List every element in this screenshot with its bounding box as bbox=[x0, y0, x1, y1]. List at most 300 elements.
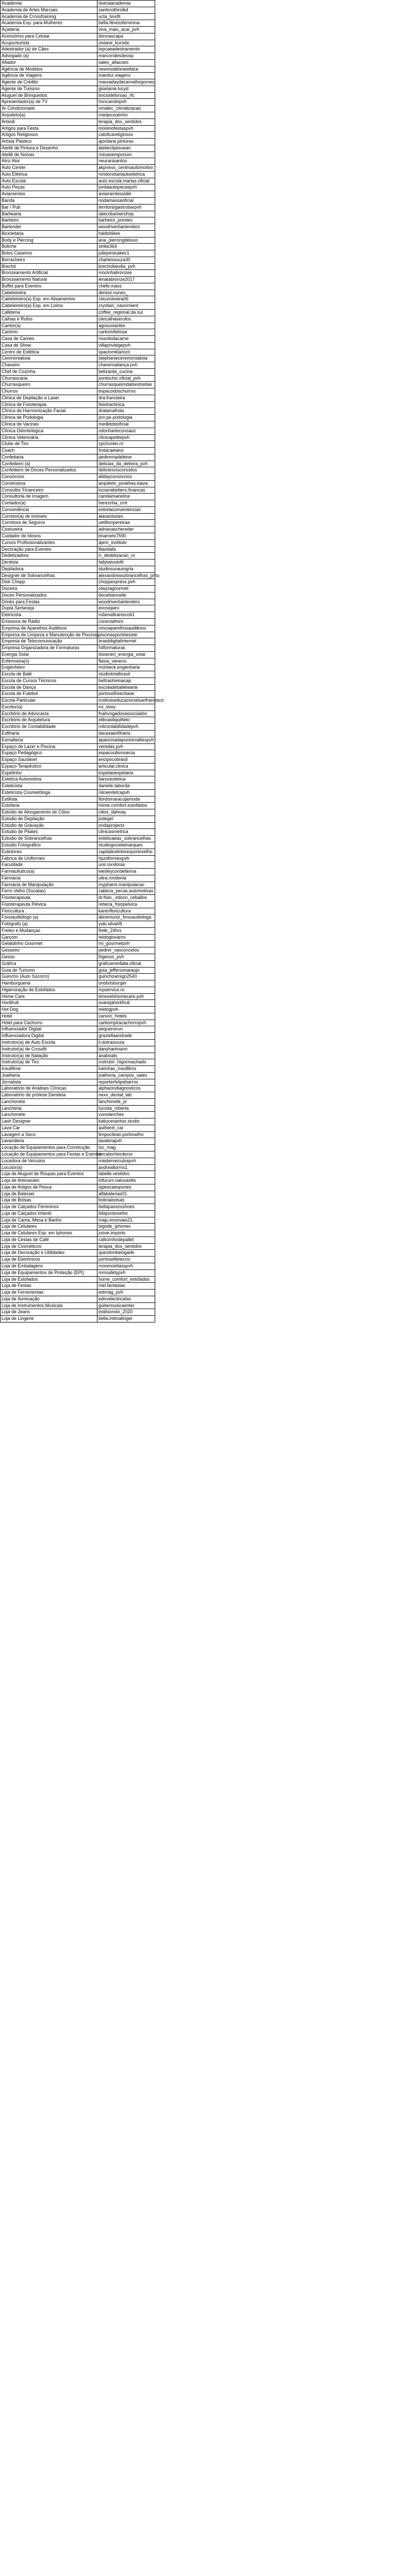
category-cell[interactable]: Esmalteria bbox=[1, 737, 97, 743]
category-cell[interactable]: Instrutor(a) de Tiro bbox=[1, 1059, 97, 1066]
category-cell[interactable]: Atriz Ator bbox=[1, 158, 97, 165]
handle-cell[interactable]: hjuniformespvh bbox=[97, 855, 155, 862]
category-cell[interactable]: Clínica de Vacinas bbox=[1, 421, 97, 428]
category-cell[interactable]: Escola de Dança bbox=[1, 684, 97, 691]
category-cell[interactable]: Consultoria de Imagem bbox=[1, 494, 97, 500]
category-cell[interactable]: Agência de Viagens bbox=[1, 73, 97, 79]
handle-cell[interactable]: lavaterapvh bbox=[97, 1138, 155, 1145]
category-cell[interactable]: Churrasqueiro bbox=[1, 382, 97, 388]
category-cell[interactable]: Loja de Aluguel de Roupas para Eventos bbox=[1, 1171, 97, 1178]
handle-cell[interactable]: graficamediata.oficial bbox=[97, 960, 155, 967]
category-cell[interactable]: Artigos Religiosos bbox=[1, 132, 97, 139]
handle-cell[interactable]: churrasqueirodatsestreitas bbox=[97, 382, 155, 388]
category-cell[interactable]: Brechó bbox=[1, 263, 97, 270]
category-cell[interactable]: Buffet para Eventos bbox=[1, 283, 97, 290]
handle-cell[interactable]: portovelhoecbase bbox=[97, 691, 155, 698]
category-cell[interactable]: Guia de Turismo bbox=[1, 967, 97, 974]
handle-cell[interactable]: alinemuniz_fonoaudiologa bbox=[97, 914, 155, 921]
handle-cell[interactable]: rubenaltranisco61 bbox=[97, 612, 155, 619]
category-cell[interactable]: Clinica de Depilação a Laser bbox=[1, 395, 97, 401]
category-cell[interactable]: Loja de Bolsas bbox=[1, 1197, 97, 1204]
handle-cell[interactable]: maju.enxovais21 bbox=[97, 1217, 155, 1224]
handle-cell[interactable]: coffee_regional.da.sul bbox=[97, 309, 155, 316]
handle-cell[interactable]: unir.rondonia bbox=[97, 862, 155, 869]
category-cell[interactable]: Estilista bbox=[1, 796, 97, 803]
handle-cell[interactable]: ojpescaesportes bbox=[97, 1184, 155, 1191]
handle-cell[interactable]: katiucesantos.studio bbox=[97, 1118, 155, 1125]
category-cell[interactable]: Home Care bbox=[1, 993, 97, 1000]
category-cell[interactable]: Agência de Modelos bbox=[1, 66, 97, 73]
handle-cell[interactable]: deliciesvisconcelos bbox=[97, 467, 155, 474]
handle-cell[interactable]: villaprivilegepvh bbox=[97, 342, 155, 349]
category-cell[interactable]: Churrascaria bbox=[1, 375, 97, 382]
category-cell[interactable]: Cuidador de Idosos bbox=[1, 533, 97, 540]
handle-cell[interactable]: medktobioficial bbox=[97, 421, 155, 428]
handle-cell[interactable]: brasildigitalinternet bbox=[97, 638, 155, 645]
category-cell[interactable]: Disk Chopp bbox=[1, 579, 97, 586]
category-cell[interactable]: Estética Automotiva bbox=[1, 776, 97, 783]
handle-cell[interactable]: lukinhas_insulfilms bbox=[97, 1066, 155, 1073]
category-cell[interactable]: Loja de Estofados bbox=[1, 1276, 97, 1283]
handle-cell[interactable]: briciodeforsao_rfc bbox=[97, 92, 155, 99]
handle-cell[interactable]: espacodoschurros bbox=[97, 388, 155, 395]
handle-cell[interactable]: strike364 bbox=[97, 244, 155, 250]
handle-cell[interactable]: jodegel bbox=[97, 816, 155, 822]
category-cell[interactable]: Drinks para Festas bbox=[1, 599, 97, 605]
category-cell[interactable]: Espaço Terapêutico bbox=[1, 763, 97, 770]
handle-cell[interactable]: ajordane.pinturas bbox=[97, 139, 155, 145]
handle-cell[interactable]: articular.clinica bbox=[97, 763, 155, 770]
handle-cell[interactable]: guitarmusicaenter bbox=[97, 1302, 155, 1309]
category-cell[interactable]: Loja de Decoração e Utilidades bbox=[1, 1250, 97, 1257]
handle-cell[interactable]: andrealtorms1 bbox=[97, 1164, 155, 1171]
category-cell[interactable]: Faculdade bbox=[1, 862, 97, 869]
handle-cell[interactable]: veredas.pvh bbox=[97, 743, 155, 750]
handle-cell[interactable]: studiototalbrasil bbox=[97, 671, 155, 678]
handle-cell[interactable]: jardimmadeleine bbox=[97, 454, 155, 461]
handle-cell[interactable]: cartoriofeitosa bbox=[97, 329, 155, 336]
handle-cell[interactable]: joalheria_campos_sales bbox=[97, 1072, 155, 1079]
handle-cell[interactable]: lucoda_roberta bbox=[97, 1105, 155, 1112]
category-cell[interactable]: Bronzeamento Natural bbox=[1, 277, 97, 283]
category-cell[interactable]: Loja de Embalagens bbox=[1, 1263, 97, 1270]
category-cell[interactable]: Gesseiro bbox=[1, 947, 97, 954]
handle-cell[interactable]: akpneus_centroautomotivo bbox=[97, 165, 155, 172]
category-cell[interactable]: Bronzeamento Artificial bbox=[1, 270, 97, 277]
handle-cell[interactable]: camilamarieline bbox=[97, 494, 155, 500]
handle-cell[interactable]: fisiotraclinica bbox=[97, 401, 155, 408]
handle-cell[interactable]: topcaeadestramento bbox=[97, 46, 155, 53]
handle-cell[interactable]: carbompiracachorropvh bbox=[97, 1020, 155, 1026]
handle-cell[interactable]: frotacaetano bbox=[97, 448, 155, 454]
handle-cell[interactable]: authenti_car bbox=[97, 1125, 155, 1131]
category-cell[interactable]: Clínica Odontológica bbox=[1, 428, 97, 434]
handle-cell[interactable]: mi_strey bbox=[97, 704, 155, 710]
handle-cell[interactable]: fnahvogadosassociados bbox=[97, 710, 155, 717]
handle-cell[interactable]: reidogiovanni bbox=[97, 934, 155, 941]
handle-cell[interactable]: stephanieceremonialista bbox=[97, 355, 155, 362]
handle-cell[interactable]: bella.intimalinger bbox=[97, 1316, 155, 1323]
category-cell[interactable]: Escola de Cursos Técnicos bbox=[1, 677, 97, 684]
handle-cell[interactable]: boliciabolsas bbox=[97, 1197, 155, 1204]
category-cell[interactable]: Agente de Crédito bbox=[1, 79, 97, 86]
category-cell[interactable]: Engenheiro bbox=[1, 665, 97, 671]
category-cell[interactable]: Espaço Saudável bbox=[1, 757, 97, 764]
category-cell[interactable]: Ferro Velho (Sucatas) bbox=[1, 888, 97, 895]
category-cell[interactable]: Loja de Artesanato bbox=[1, 1178, 97, 1184]
handle-cell[interactable]: estrelaconveniencias bbox=[97, 506, 155, 513]
category-cell[interactable]: Lava Car bbox=[1, 1125, 97, 1131]
category-cell[interactable]: Clínica Veterinária bbox=[1, 434, 97, 441]
handle-cell[interactable]: arquiteto_jonathas.kaiza bbox=[97, 480, 155, 487]
category-cell[interactable]: Doceira bbox=[1, 586, 97, 592]
handle-cell[interactable]: flordomaracujamoda bbox=[97, 796, 155, 803]
category-cell[interactable]: Aluguel de Brinquedos bbox=[1, 92, 97, 99]
category-cell[interactable]: Floricultura bbox=[1, 908, 97, 914]
handle-cell[interactable]: alfabaterias01 bbox=[97, 1191, 155, 1197]
category-cell[interactable]: Arquiteto(a) bbox=[1, 112, 97, 119]
category-cell[interactable]: Empresa Organizadora de Formaturas bbox=[1, 645, 97, 652]
category-cell[interactable]: Ateliê de Pintura e Desenho bbox=[1, 145, 97, 151]
handle-cell[interactable]: pro.pe.podologia bbox=[97, 415, 155, 421]
category-cell[interactable]: Centro de Estética bbox=[1, 349, 97, 355]
category-cell[interactable]: Locação de Equipamentos para Festas e Eventos bbox=[1, 1151, 97, 1158]
category-cell[interactable]: Loja de Celulares Esp. em Iphones bbox=[1, 1230, 97, 1237]
handle-cell[interactable]: clinicasmetrica bbox=[97, 829, 155, 836]
handle-cell[interactable]: cpchunter.ro bbox=[97, 441, 155, 448]
category-cell[interactable]: Fretes e Mudanças bbox=[1, 927, 97, 934]
handle-cell[interactable]: ericaborherdecor bbox=[97, 1151, 155, 1158]
handle-cell[interactable]: barbeiro_prestes bbox=[97, 217, 155, 224]
handle-cell[interactable]: chaveroaliança.pvh bbox=[97, 362, 155, 369]
category-cell[interactable]: Ar Condicionado bbox=[1, 106, 97, 112]
category-cell[interactable]: Dedetizadora bbox=[1, 553, 97, 560]
category-cell[interactable]: Clínica de Fisioterapia bbox=[1, 401, 97, 408]
category-cell[interactable]: Laboratório de Análises Clínicas bbox=[1, 1086, 97, 1092]
category-cell[interactable]: Empresa de Aparelhos Auditivos bbox=[1, 625, 97, 632]
category-cell[interactable]: Consultor Financeiro bbox=[1, 487, 97, 494]
category-cell[interactable]: Higienização de Estofados bbox=[1, 987, 97, 993]
handle-cell[interactable]: instrutor_higormachado bbox=[97, 1059, 155, 1066]
category-cell[interactable]: Borracheiro bbox=[1, 257, 97, 263]
handle-cell[interactable]: delicias_da_debora_pvh bbox=[97, 461, 155, 467]
handle-cell[interactable]: masterveiculospvh bbox=[97, 1158, 155, 1164]
category-cell[interactable]: Agente de Turismo bbox=[1, 86, 97, 92]
category-cell[interactable]: Garçom bbox=[1, 934, 97, 941]
handle-cell[interactable]: alasantunes bbox=[97, 513, 155, 520]
category-cell[interactable]: Espaço de Lazer e Piscina bbox=[1, 743, 97, 750]
category-cell[interactable]: Chaveiro bbox=[1, 362, 97, 369]
handle-cell[interactable]: edirvelectricalso bbox=[97, 1296, 155, 1302]
category-cell[interactable]: Doces Personalizados bbox=[1, 592, 97, 599]
category-cell[interactable]: Artigos para Festa bbox=[1, 125, 97, 132]
handle-cell[interactable]: graziellaandrade bbox=[97, 1033, 155, 1040]
handle-cell[interactable]: aviamentossider bbox=[97, 191, 155, 198]
category-cell[interactable]: Locadora de Veículos bbox=[1, 1158, 97, 1164]
handle-cell[interactable]: escoladeballetearte bbox=[97, 684, 155, 691]
handle-cell[interactable]: lanchonete_pi bbox=[97, 1098, 155, 1105]
handle-cell[interactable]: ucta_boxfit bbox=[97, 13, 155, 20]
handle-cell[interactable]: yuki.silva08 bbox=[97, 921, 155, 928]
category-cell[interactable]: Lavagem a Seco bbox=[1, 1131, 97, 1138]
category-cell[interactable]: Loja de Ferramentas bbox=[1, 1290, 97, 1296]
category-cell[interactable]: Lavanderia bbox=[1, 1138, 97, 1145]
category-cell[interactable]: Escola Particular bbox=[1, 698, 97, 704]
handle-cell[interactable]: terapia_dos_sentidos bbox=[97, 118, 155, 125]
handle-cell[interactable]: viva_mais_acai_pvh bbox=[97, 27, 155, 33]
handle-cell[interactable]: milcontabilidadepvh bbox=[97, 724, 155, 731]
category-cell[interactable]: Influenciador Digital bbox=[1, 1026, 97, 1033]
category-cell[interactable]: Instrutor(a) de Auto Escola bbox=[1, 1039, 97, 1046]
category-cell[interactable]: Cerimonialista bbox=[1, 355, 97, 362]
category-cell[interactable]: Conveniência bbox=[1, 506, 97, 513]
category-cell[interactable]: Adestrador (a) de Cães bbox=[1, 46, 97, 53]
category-cell[interactable]: Escritor(a) bbox=[1, 704, 97, 710]
category-cell[interactable]: Cabeleireiro(a) Esp. em Alisamentos bbox=[1, 296, 97, 303]
category-cell[interactable]: Cantor(a) bbox=[1, 323, 97, 329]
handle-cell[interactable]: docebiancelle bbox=[97, 592, 155, 599]
category-cell[interactable]: Escola de Balé bbox=[1, 671, 97, 678]
category-cell[interactable]: Guincho (Auto Socorro) bbox=[1, 974, 97, 980]
category-cell[interactable]: Loja de Jeans bbox=[1, 1309, 97, 1316]
category-cell[interactable]: Eletricista bbox=[1, 612, 97, 619]
handle-cell[interactable]: bnameto7590 bbox=[97, 533, 155, 540]
category-cell[interactable]: Bolos Caseiros bbox=[1, 250, 97, 257]
handle-cell[interactable]: jordaautopecaspvh bbox=[97, 184, 155, 191]
category-cell[interactable]: Bartender bbox=[1, 224, 97, 231]
handle-cell[interactable]: rondonstartautoeletrica bbox=[97, 171, 155, 178]
handle-cell[interactable]: capitalextintoresportovelho bbox=[97, 849, 155, 855]
handle-cell[interactable]: labelle.vestidos bbox=[97, 1171, 155, 1178]
category-cell[interactable]: Cafeteria bbox=[1, 309, 97, 316]
category-cell[interactable]: Contador(a) bbox=[1, 500, 97, 507]
category-cell[interactable]: Auto Peças bbox=[1, 184, 97, 191]
category-cell[interactable]: Auto Escola bbox=[1, 178, 97, 184]
handle-cell[interactable]: vunolanches bbox=[97, 1112, 155, 1118]
category-cell[interactable]: Loja de Lingerie bbox=[1, 1316, 97, 1323]
category-cell[interactable]: Loja de Cama, Mesa e Banho bbox=[1, 1217, 97, 1224]
handle-cell[interactable]: itsoeneri_energia_solar bbox=[97, 651, 155, 658]
category-cell[interactable]: Bicicletaria bbox=[1, 230, 97, 237]
category-cell[interactable]: Gráfica bbox=[1, 960, 97, 967]
category-cell[interactable]: Academia bbox=[1, 1, 97, 7]
category-cell[interactable]: Locação de Equipamentos para Construção bbox=[1, 1145, 97, 1151]
handle-cell[interactable]: nmatec_climatizacao bbox=[97, 106, 155, 112]
category-cell[interactable]: Coach bbox=[1, 448, 97, 454]
category-cell[interactable]: Hortifruti bbox=[1, 1000, 97, 1007]
handle-cell[interactable]: denize.nunes_ bbox=[97, 290, 155, 296]
category-cell[interactable]: Energia Solar bbox=[1, 651, 97, 658]
category-cell[interactable]: Consórcios bbox=[1, 474, 97, 481]
handle-cell[interactable]: woodriverbartenders bbox=[97, 224, 155, 231]
category-cell[interactable]: Estúdio de Alongamento de Cílios bbox=[1, 809, 97, 816]
category-cell[interactable]: Estúdio de Pilates bbox=[1, 829, 97, 836]
handle-cell[interactable]: alldayconsorcios bbox=[97, 474, 155, 481]
category-cell[interactable]: Cabeleireira bbox=[1, 290, 97, 296]
category-cell[interactable]: Espaço Pedagógico bbox=[1, 750, 97, 757]
category-cell[interactable]: Farmácia de Manipulação bbox=[1, 882, 97, 888]
category-cell[interactable]: Lanchonete bbox=[1, 1098, 97, 1105]
handle-cell[interactable]: piscinaspontoesete bbox=[97, 632, 155, 638]
category-cell[interactable]: Cursos Profissionalizantes bbox=[1, 539, 97, 546]
handle-cell[interactable]: guinchoamigo2540 bbox=[97, 974, 155, 980]
handle-cell[interactable]: spaciomklarozo bbox=[97, 349, 155, 355]
handle-cell[interactable]: hereznha_cmt bbox=[97, 500, 155, 507]
handle-cell[interactable]: lucianabettero.financas bbox=[97, 487, 155, 494]
handle-cell[interactable]: catolicareligiosos bbox=[97, 132, 155, 139]
handle-cell[interactable]: flavia_veneno bbox=[97, 658, 155, 665]
category-cell[interactable]: Confeitaria bbox=[1, 454, 97, 461]
category-cell[interactable]: Corretora de Seguros bbox=[1, 520, 97, 527]
category-cell[interactable]: Loja de Iluminação bbox=[1, 1296, 97, 1302]
handle-cell[interactable]: chefe.maxs bbox=[97, 283, 155, 290]
category-cell[interactable]: Confeiteiro de Doces Personalizados bbox=[1, 467, 97, 474]
handle-cell[interactable]: loc_mag bbox=[97, 1145, 155, 1151]
handle-cell[interactable]: odonharteconsaoz bbox=[97, 428, 155, 434]
category-cell[interactable]: Auto Elétrica bbox=[1, 171, 97, 178]
handle-cell[interactable]: clinicapetitepvh bbox=[97, 434, 155, 441]
handle-cell[interactable]: institutoeducacionalsaofrancisco bbox=[97, 698, 155, 704]
category-cell[interactable]: Casa de Carnes bbox=[1, 336, 97, 343]
handle-cell[interactable]: marcondesdeoop bbox=[97, 53, 155, 60]
handle-cell[interactable]: cleicalhaserufos bbox=[97, 316, 155, 323]
handle-cell[interactable]: agosuviantes bbox=[97, 323, 155, 329]
category-cell[interactable]: Gelatdinho Gourmet bbox=[1, 941, 97, 947]
handle-cell[interactable]: danyhartmann bbox=[97, 1046, 155, 1053]
category-cell[interactable]: Artista Plástico bbox=[1, 139, 97, 145]
category-cell[interactable]: Lanchonete bbox=[1, 1112, 97, 1118]
handle-cell[interactable]: limpocilean.portovelho bbox=[97, 1131, 155, 1138]
handle-cell[interactable]: charlessouza30 bbox=[97, 257, 155, 263]
category-cell[interactable]: Cartório bbox=[1, 329, 97, 336]
handle-cell[interactable]: woodriverbartenders bbox=[97, 599, 155, 605]
category-cell[interactable]: Artesã bbox=[1, 118, 97, 125]
category-cell[interactable]: Decoração para Eventos bbox=[1, 546, 97, 553]
category-cell[interactable]: Designer de Sobrancelhas bbox=[1, 572, 97, 579]
category-cell[interactable]: Banda bbox=[1, 197, 97, 204]
handle-cell[interactable]: viviane_kuroda bbox=[97, 40, 155, 46]
category-cell[interactable]: Empresa de Telecomunicação bbox=[1, 638, 97, 645]
handle-cell[interactable]: rebeca_fisiopelvica bbox=[97, 901, 155, 908]
category-cell[interactable]: Lancheria bbox=[1, 1105, 97, 1112]
handle-cell[interactable]: dr.fisio._edson_ceballos bbox=[97, 895, 155, 902]
handle-cell[interactable]: mmsafetypvh bbox=[97, 1269, 155, 1276]
handle-cell[interactable]: iatecobarbershop bbox=[97, 211, 155, 217]
handle-cell[interactable]: cabeca_pecas.automotivas bbox=[97, 888, 155, 895]
handle-cell[interactable]: onobrisburger bbox=[97, 980, 155, 987]
handle-cell[interactable]: questionbelogade bbox=[97, 1250, 155, 1257]
category-cell[interactable]: Loja de Baterias bbox=[1, 1191, 97, 1197]
handle-cell[interactable]: hdformaturas bbox=[97, 645, 155, 652]
handle-cell[interactable]: beltraotreinacap bbox=[97, 677, 155, 684]
handle-cell[interactable]: uetiltonpereiraa bbox=[97, 520, 155, 527]
handle-cell[interactable]: pontochic.oficial_pvh bbox=[97, 375, 155, 382]
handle-cell[interactable]: studiosuraumgria bbox=[97, 566, 155, 572]
category-cell[interactable]: Clínica de Harmonização Facial bbox=[1, 408, 97, 415]
handle-cell[interactable]: mamtur.viagens bbox=[97, 73, 155, 79]
handle-cell[interactable]: morbeck.engenharia bbox=[97, 665, 155, 671]
handle-cell[interactable]: espacoutismoecia bbox=[97, 750, 155, 757]
category-cell[interactable]: Costureira bbox=[1, 527, 97, 533]
handle-cell[interactable]: sales_afiacoes bbox=[97, 59, 155, 66]
handle-cell[interactable]: cilios_dahnay bbox=[97, 809, 155, 816]
handle-cell[interactable]: fitandafa bbox=[97, 546, 155, 553]
category-cell[interactable]: Locutor(a) bbox=[1, 1164, 97, 1171]
category-cell[interactable]: Esfiharia bbox=[1, 730, 97, 737]
category-cell[interactable]: Barbearia bbox=[1, 211, 97, 217]
category-cell[interactable]: Enfermeira(o) bbox=[1, 658, 97, 665]
category-cell[interactable]: Hot Dog bbox=[1, 1007, 97, 1013]
handle-cell[interactable]: cleuzoliveira06 bbox=[97, 296, 155, 303]
handle-cell[interactable]: mel.fantasias bbox=[97, 1283, 155, 1290]
category-cell[interactable]: Empresa de Limpeza e Manutenção de Piscinas bbox=[1, 632, 97, 638]
category-cell[interactable]: Escritório de Contabilidade bbox=[1, 724, 97, 731]
category-cell[interactable]: Farmacêutico(a) bbox=[1, 869, 97, 875]
handle-cell[interactable]: lenatabronze2017 bbox=[97, 277, 155, 283]
category-cell[interactable]: Calhas e Rufos bbox=[1, 316, 97, 323]
handle-cell[interactable]: noivasemporium bbox=[97, 151, 155, 158]
category-cell[interactable]: Loja de Eletrônicos bbox=[1, 1257, 97, 1263]
handle-cell[interactable]: pedrer_vasconcelos bbox=[97, 947, 155, 954]
handle-cell[interactable]: conectafmro bbox=[97, 618, 155, 625]
handle-cell[interactable]: neuranisantos bbox=[97, 158, 155, 165]
handle-cell[interactable]: morenofestaspvh bbox=[97, 125, 155, 132]
handle-cell[interactable]: honcaroliopvh bbox=[97, 99, 155, 106]
category-cell[interactable]: Body e Piercing bbox=[1, 237, 97, 244]
category-cell[interactable]: Escola de Futebol bbox=[1, 691, 97, 698]
handle-cell[interactable]: portosellletecno bbox=[97, 1257, 155, 1263]
handle-cell[interactable]: giselame.lucyd bbox=[97, 86, 155, 92]
handle-cell[interactable]: crystian_nascimient bbox=[97, 303, 155, 310]
handle-cell[interactable]: atelieclipessean bbox=[97, 145, 155, 151]
handle-cell[interactable]: evosejairo bbox=[97, 605, 155, 612]
handle-cell[interactable]: li.dutrasouza bbox=[97, 1039, 155, 1046]
handle-cell[interactable]: estiloonvio_2020 bbox=[97, 1309, 155, 1316]
handle-cell[interactable]: dra.francieira bbox=[97, 395, 155, 401]
handle-cell[interactable]: bella.fitnessfeminina bbox=[97, 20, 155, 27]
category-cell[interactable]: Boliche bbox=[1, 244, 97, 250]
handle-cell[interactable]: timexelshomecare.pvh bbox=[97, 993, 155, 1000]
category-cell[interactable]: Escritório de Advocacia bbox=[1, 710, 97, 717]
handle-cell[interactable]: apaixonadaporesmaltespvh bbox=[97, 737, 155, 743]
handle-cell[interactable]: territoriogastrobarpvh bbox=[97, 204, 155, 211]
category-cell[interactable]: Afiador bbox=[1, 59, 97, 66]
category-cell[interactable]: Acessórios para Celular bbox=[1, 33, 97, 40]
category-cell[interactable]: Laboratório de prótese Dentária bbox=[1, 1092, 97, 1099]
category-cell[interactable]: Cabeleireiro(a) Esp. em Loiros bbox=[1, 303, 97, 310]
handle-cell[interactable]: bigode_iphones bbox=[97, 1224, 155, 1230]
handle-cell[interactable]: encipocobrasil bbox=[97, 757, 155, 764]
category-cell[interactable]: Apresentador(a) de TV bbox=[1, 99, 97, 106]
handle-cell[interactable]: mypharm.manipulacao bbox=[97, 882, 155, 888]
category-cell[interactable]: Farmácia bbox=[1, 875, 97, 882]
handle-cell[interactable]: adrianaschereder bbox=[97, 527, 155, 533]
category-cell[interactable]: Loja de Calçados Femininos bbox=[1, 1204, 97, 1211]
handle-cell[interactable]: mundodacarne bbox=[97, 336, 155, 343]
handle-cell[interactable]: terapia_dos_sentidos bbox=[97, 1243, 155, 1250]
handle-cell[interactable]: dacasaesfiharia bbox=[97, 730, 155, 737]
handle-cell[interactable]: reporterfelipebarros bbox=[97, 1079, 155, 1086]
category-cell[interactable]: Loja de Cosméticos bbox=[1, 1243, 97, 1250]
category-cell[interactable]: Lash Designer bbox=[1, 1118, 97, 1125]
category-cell[interactable]: Construtora bbox=[1, 480, 97, 487]
handle-cell[interactable]: otayzagourmet bbox=[97, 586, 155, 592]
category-cell[interactable]: Emissora de Rádio bbox=[1, 618, 97, 625]
category-cell[interactable]: Estúdio Fotográfico bbox=[1, 842, 97, 849]
handle-cell[interactable]: barucestetica bbox=[97, 776, 155, 783]
handle-cell[interactable]: nodamassaoficial bbox=[97, 197, 155, 204]
handle-cell[interactable]: studiogocieteinarques bbox=[97, 842, 155, 849]
